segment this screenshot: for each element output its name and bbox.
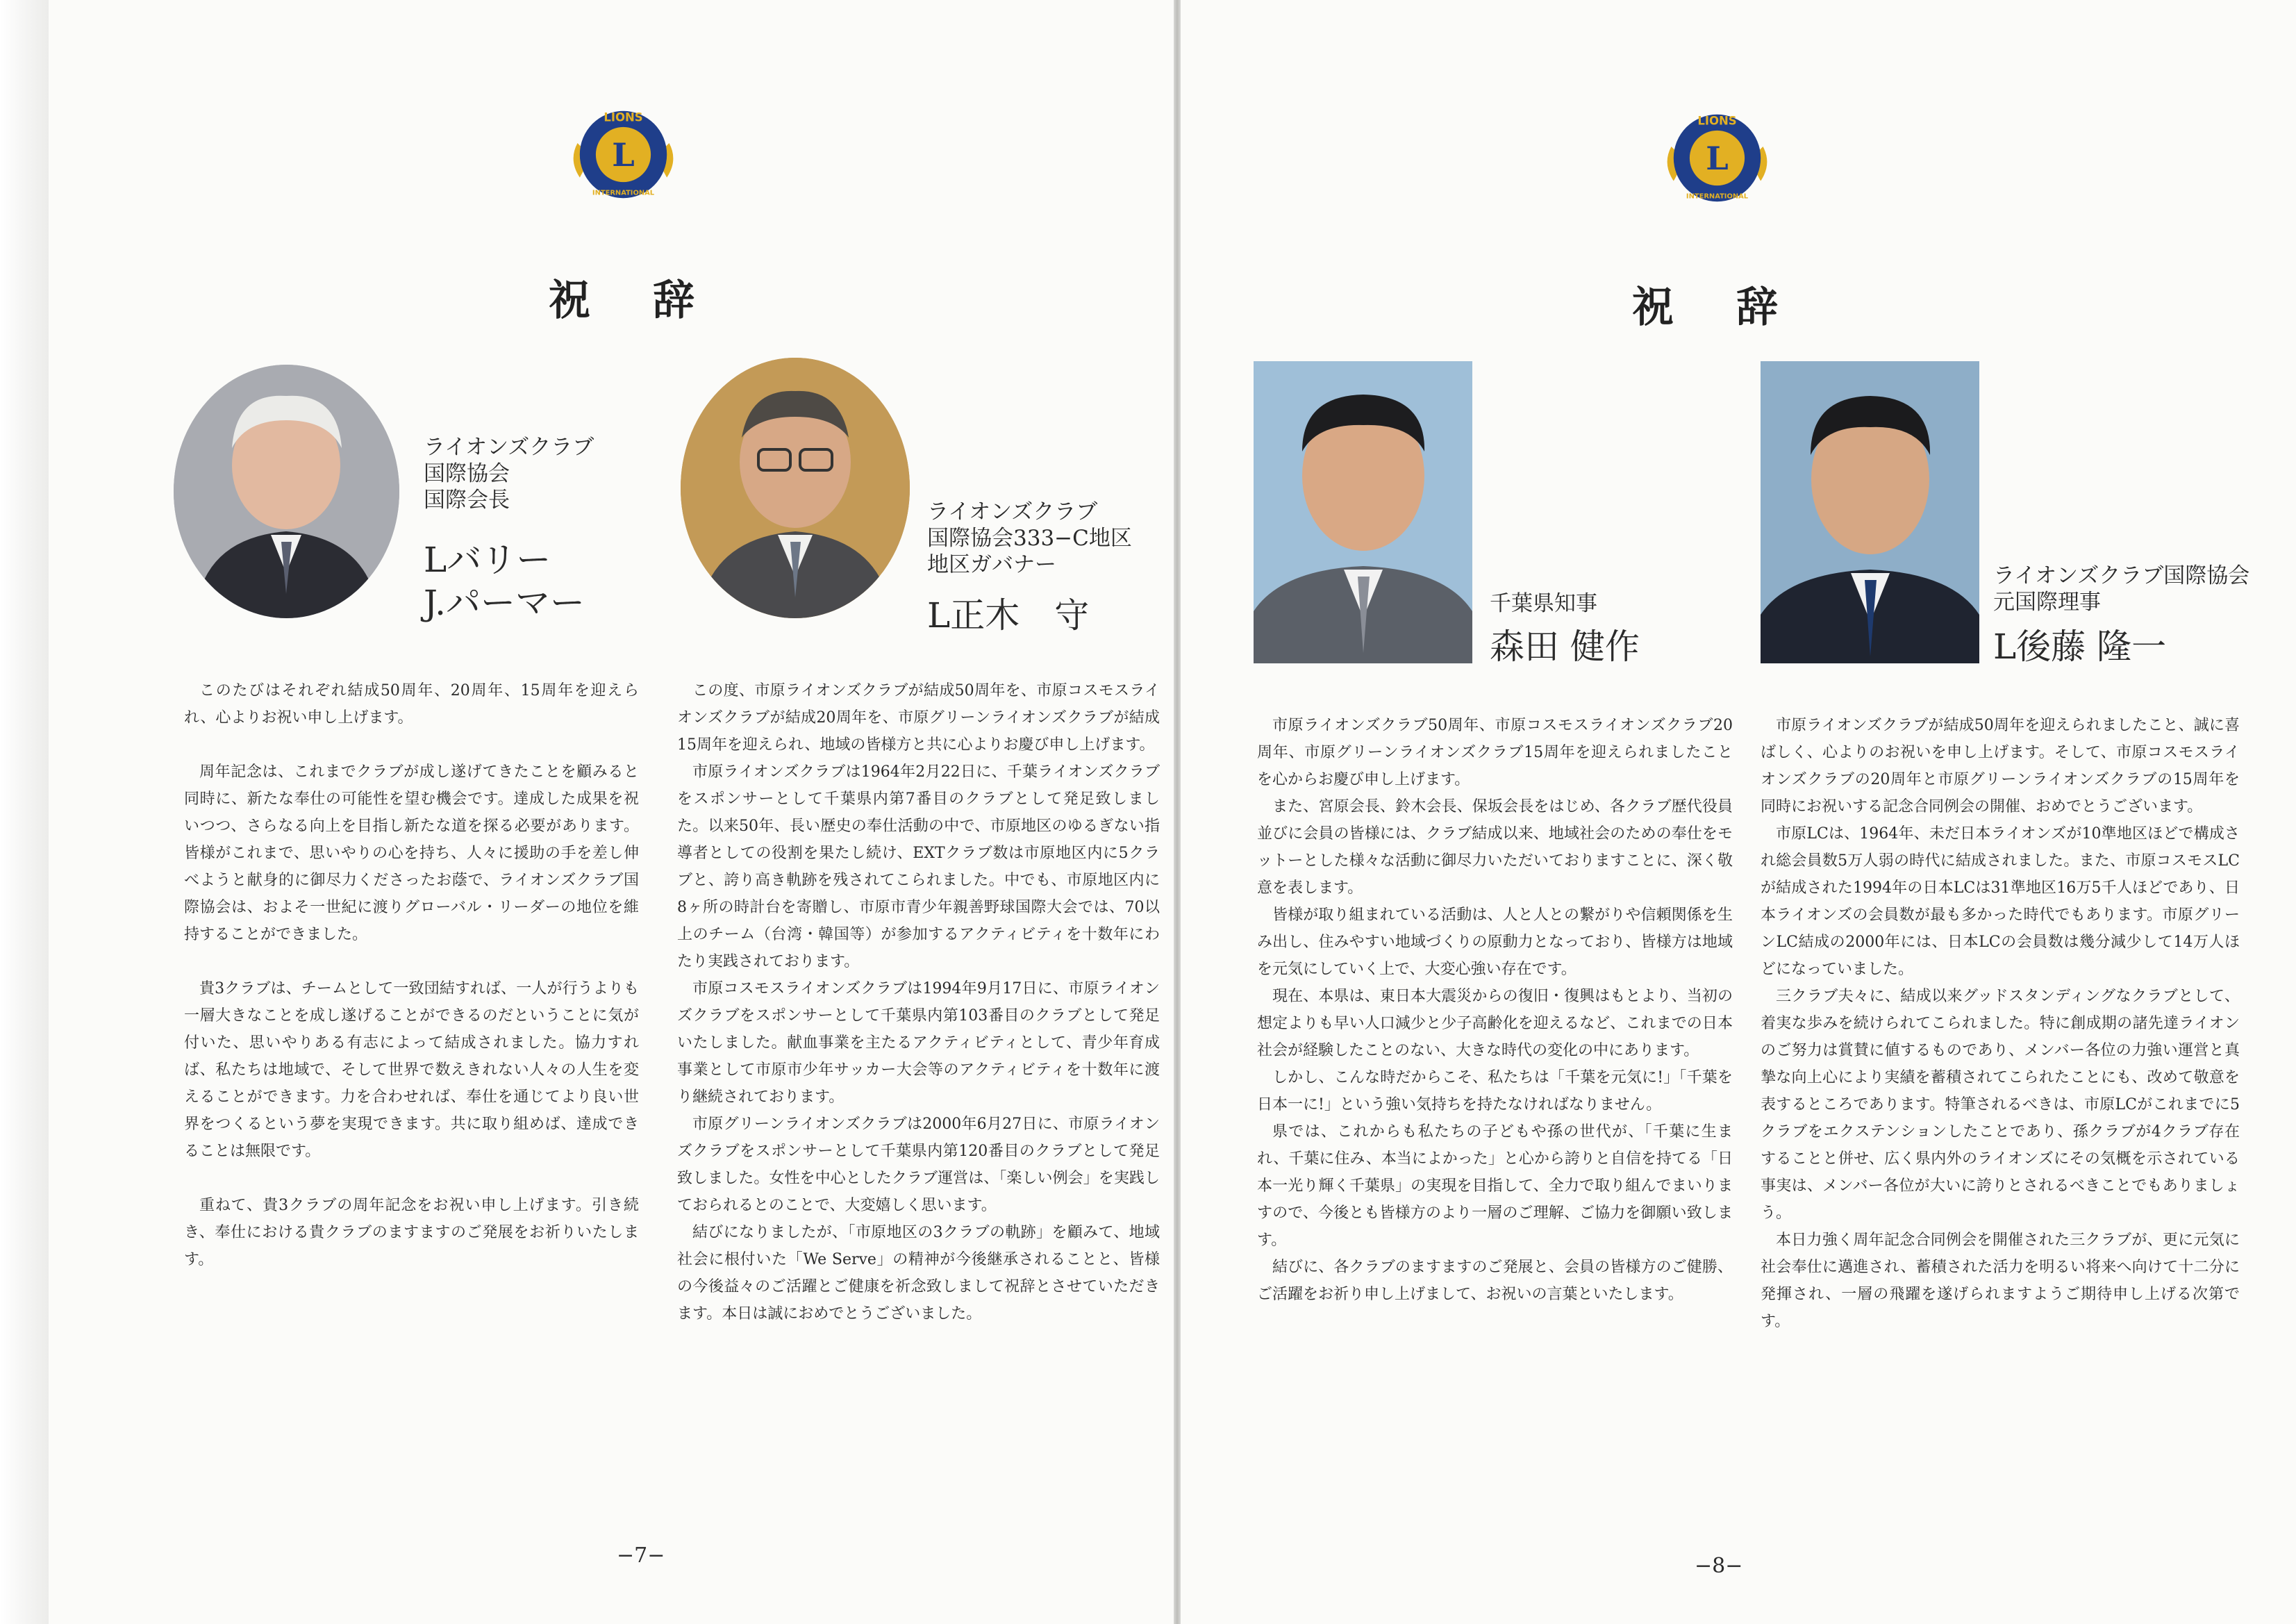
paragraph: 市原ライオンズクラブが結成50周年を迎えられましたこと、誠に喜ばしく、心よりのお祝いを申し上げます。そして、市原コスモスライオンズクラブの20周年と市原グリーンライオンズクラブの15周年を同時にお祝いする記念合同例会の開催、おめでとうございます。 xyxy=(1761,717,2240,815)
person-name: J.パーマー xyxy=(424,583,585,623)
lions-logo-icon xyxy=(1660,101,1774,215)
message-column xyxy=(677,677,1160,1327)
portrait-photo xyxy=(1254,361,1472,663)
paragraph: 重ねて、貴3クラブの周年記念をお祝い申し上げます。引き続き、奉仕における貴クラブのますますのご発展をお祈りいたします。 xyxy=(184,1197,639,1268)
paragraph: 市原コスモスライオンズクラブは1994年9月17日に、市原ライオンズクラブをスポンサーとして千葉県内第103番目のクラブとして発足いたしました。献血事業を主たるアクティビティとして、青少年育成事業として市原市少年サッカー大会等のアクティビティを十数年に渡り継続されております。 xyxy=(677,980,1160,1106)
person-title-line: 地区ガバナー xyxy=(927,552,1056,577)
person-name: L後藤 隆一 xyxy=(1993,627,2167,667)
paragraph: 県では、これからも私たちの子どもや孫の世代が、「千葉に生まれ、千葉に住み、本当によかった」と心から誇りと自信を持てる「日本一光り輝く千葉県」の実現を目指して、全力で取り組んでまいりますので、今後とも皆様方のより一層のご理解、ご協力を御願い致します。 xyxy=(1257,1123,1733,1249)
message-column xyxy=(184,677,639,1273)
paragraph: 皆様が取り組まれている活動は、人と人との繋がりや信頼関係を生み出し、住みやすい地域づくりの原動力となっており、皆様方は地域を元気にしていく上で、大変心強い存在です。 xyxy=(1257,906,1733,978)
paragraph: 貴3クラブは、チームとして一致団結すれば、一人が行うよりも一層大きなことを成し遂げることができるのだということに気が付いた、思いやりある有志によって結成されました。協力すれば、私たちは地域で、そして世界で数えきれない人々の人生を変えることができます。力を合わせれば、奉仕を通じてより良い世界をつくるという夢を実現できます。共に取り組めば、達成できることは無限です。 xyxy=(184,980,639,1160)
person-title-line: 千葉県知事 xyxy=(1490,591,1597,616)
page-heading: 祝辞 xyxy=(549,276,757,325)
person-name: L正木 守 xyxy=(927,595,1090,636)
person-title-line: 国際協会333−C地区 xyxy=(927,526,1132,551)
svg-text:INTERNATIONAL: INTERNATIONAL xyxy=(1686,192,1749,201)
person-title-line: ライオンズクラブ xyxy=(927,499,1098,524)
paragraph: このたびはそれぞれ結成50周年、20周年、15周年を迎えられ、心よりお祝い申し上げます。 xyxy=(184,682,639,727)
message-column xyxy=(1257,712,1733,1308)
person-title-line: 国際協会 xyxy=(424,461,510,486)
paragraph: 結びになりましたが、「市原地区の3クラブの軌跡」を顧みて、地域社会に根付いた「We Serve」の精神が今後継承されることと、皆様の今後益々のご活躍とご健康を祈念致しまして祝辞とさせていただきます。本日は誠におめでとうございました。 xyxy=(677,1224,1160,1323)
person-name: 森田 健作 xyxy=(1490,627,1640,667)
paragraph: また、宮原会長、鈴木会長、保坂会長をはじめ、各クラブ歴代役員並びに会員の皆様には、クラブ結成以来、地域社会のための奉仕をモットーとした様々な活動に御尽力いただいておりますことに、深く敬意を表します。 xyxy=(1257,798,1733,897)
paragraph: 市原グリーンライオンズクラブは2000年6月27日に、市原ライオンズクラブをスポンサーとして千葉県内第120番目のクラブとして発足致しました。女性を中心としたクラブ運営は、「楽しい例会」を実践しておられるとのことで、大変嬉しく思います。 xyxy=(677,1116,1160,1214)
portrait-photo xyxy=(681,358,910,618)
person-title-line: ライオンズクラブ国際協会 xyxy=(1993,563,2250,588)
svg-text:L: L xyxy=(1706,140,1729,177)
portrait-photo xyxy=(174,365,399,618)
right-page xyxy=(1181,0,2296,1624)
paragraph: 市原ライオンズクラブ50周年、市原コスモスライオンズクラブ20周年、市原グリーンライオンズクラブ15周年を迎えられましたことを心からお慶び申し上げます。 xyxy=(1257,717,1733,788)
paragraph: 結びに、各クラブのますますのご発展と、会員の皆様方のご健勝、ご活躍をお祈り申し上げまして、お祝いの言葉といたします。 xyxy=(1257,1259,1733,1303)
paragraph: 周年記念は、これまでクラブが成し遂げてきたことを顧みると同時に、新たな奉仕の可能性を望む機会です。達成した成果を祝いつつ、さらなる向上を目指し新たな道を探る必要があります。皆様がこれまで、思いやりの心を持ち、人々に援助の手を差し伸べようと献身的に御尽力くださったお蔭で、ライオンズクラブ国際協会は、およそ一世紀に渡りグローバル・リーダーの地位を維持することができました。 xyxy=(184,763,639,943)
book-gutter xyxy=(1174,0,1181,1624)
portrait-photo xyxy=(1761,361,1979,663)
paragraph: 現在、本県は、東日本大震災からの復旧・復興はもとより、当初の想定よりも早い人口減少と少子高齢化を迎えるなど、これまでの日本社会が経験したことのない、大きな時代の変化の中にあります。 xyxy=(1257,988,1733,1059)
paragraph: しかし、こんな時だからこそ、私たちは「千葉を元気に!」「千葉を日本一に!」という強い気持ちを持たなければなりません。 xyxy=(1257,1069,1733,1113)
svg-text:INTERNATIONAL: INTERNATIONAL xyxy=(592,189,655,197)
lions-logo-icon xyxy=(566,97,681,212)
person-title-line: 元国際理事 xyxy=(1993,590,2101,615)
svg-text:LIONS: LIONS xyxy=(604,110,643,124)
person-name: Lバリー xyxy=(424,540,551,580)
person-title-line: 国際会長 xyxy=(424,488,510,513)
person-title-line: ライオンズクラブ xyxy=(424,435,594,460)
page-number: −8− xyxy=(1695,1554,1743,1578)
svg-text:LIONS: LIONS xyxy=(1697,114,1737,128)
paragraph: この度、市原ライオンズクラブが結成50周年を、市原コスモスライオンズクラブが結成20周年を、市原グリーンライオンズクラブが結成15周年を迎えられ、地域の皆様方と共に心よりお慶び申し上げます。 xyxy=(677,682,1160,754)
message-column xyxy=(1761,712,2240,1335)
page-edge-shadow xyxy=(0,0,49,1624)
paragraph: 本日力強く周年記念合同例会を開催された三クラブが、更に元気に社会奉仕に邁進され、蓄積された活力を明るい将来へ向けて十二分に発揮され、一層の飛躍を遂げられますようご期待申し上げる次第です。 xyxy=(1761,1232,2240,1330)
paragraph: 三クラブ夫々に、結成以来グッドスタンディングなクラブとして、着実な歩みを続けられてこられました。特に創成期の諸先達ライオンのご努力は賞賛に値するものであり、メンバー各位の力強い運営と真摯な向上心により実績を蓄積されてこられたことにも、改めて敬意を表するところであります。特筆されるべきは、市原LCがこれまでに5クラブをエクステンションしたことであり、孫クラブが4クラブ存在することと併せ、広く県内外のライオンズにその気概を示されている事実は、メンバー各位が大いに誇りとされるべきことでもありましょう。 xyxy=(1761,988,2240,1222)
paragraph: 市原ライオンズクラブは1964年2月22日に、千葉ライオンズクラブをスポンサーとして千葉県内第7番目のクラブとして発足致しました。以来50年、長い歴史の奉仕活動の中で、市原地区のゆるぎない指導者としての役割を果たし続け、EXTクラブ数は市原地区内に5クラブと、誇り高き軌跡を残されてこられました。中でも、市原地区内に8ヶ所の時計台を寄贈し、市原市青少年親善野球国際大会では、70以上のチーム（台湾・韓国等）が参加するアクティビティを十数年にわたり実践されております。 xyxy=(677,763,1160,970)
left-page xyxy=(49,0,1174,1624)
page-number: −7− xyxy=(617,1543,665,1568)
svg-text:L: L xyxy=(612,136,635,174)
paragraph: 市原LCは、1964年、未だ日本ライオンズが10準地区ほどで構成され総会員数5万人弱の時代に結成されました。また、市原コスモスLCが結成された1994年の日本LCは31準地区16万5千人ほどであり、日本ライオンズの会員数が最も多かった時代でもあります。市原グリーンLC結成の2000年には、日本LCの会員数は幾分減少して14万人ほどになっていました。 xyxy=(1761,825,2240,978)
page-heading: 祝辞 xyxy=(1632,283,1840,332)
